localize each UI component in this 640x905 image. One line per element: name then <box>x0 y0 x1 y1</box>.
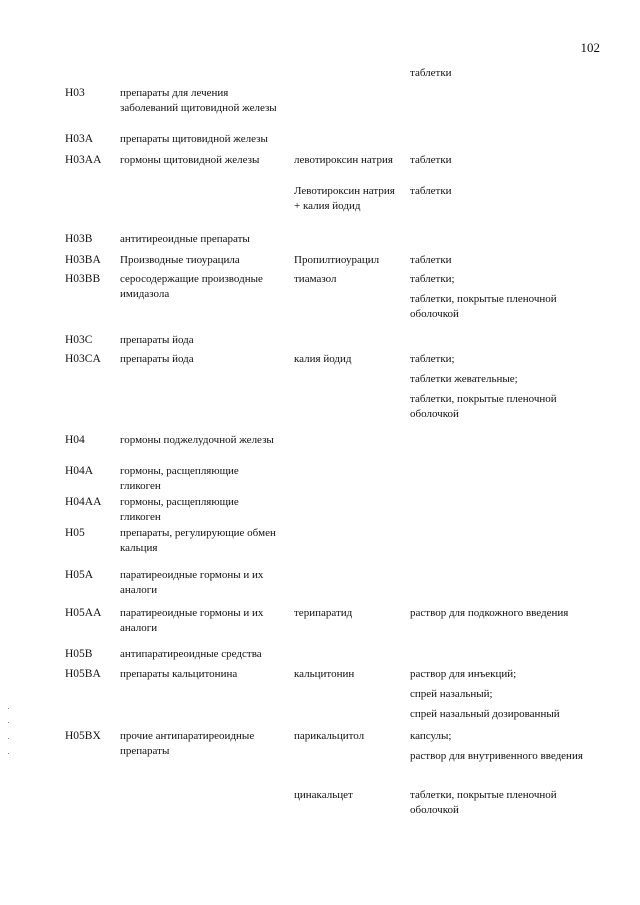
atc-code: H05A <box>65 569 94 581</box>
dosage-forms <box>410 788 605 818</box>
group-name: прочие антипаратиреоидные препараты <box>120 730 255 757</box>
drug-name: калия йодид <box>294 353 352 365</box>
atc-code: H03BA <box>65 254 101 266</box>
dosage-form: капсулы; <box>410 730 452 742</box>
dosage-forms <box>410 352 605 422</box>
group-name: препараты йода <box>120 353 194 365</box>
group-name: паратиреоидные гормоны и их аналоги <box>120 569 264 596</box>
drug-name: Пропилтиоурацил <box>294 254 380 266</box>
dosage-forms <box>410 66 605 81</box>
atc-code: H05BX <box>65 730 101 742</box>
atc-code: H03BB <box>65 273 101 285</box>
atc-code: H03B <box>65 233 93 245</box>
atc-code: H05AA <box>65 607 102 619</box>
dosage-form: таблетки, покрытые пленочной оболочкой <box>410 393 557 420</box>
drug-name: тиамазол <box>294 273 337 285</box>
drug-name: терипаратид <box>294 607 353 619</box>
group-name: гормоны, расщепляющие гликоген <box>120 496 239 523</box>
dosage-form: спрей назальный дозированный <box>410 708 560 720</box>
dosage-form: таблетки; <box>410 353 455 365</box>
dosage-form: таблетки <box>410 154 452 166</box>
dosage-form: раствор для внутривенного введения <box>410 750 583 762</box>
drug-name: цинакальцет <box>294 789 353 801</box>
group-name: препараты кальцитонина <box>120 668 238 680</box>
dosage-forms <box>410 253 605 268</box>
scan-artifact-marks <box>8 708 10 758</box>
dosage-form: спрей назальный; <box>410 688 493 700</box>
group-name: препараты, регулирующие обмен кальция <box>120 527 276 554</box>
dosage-forms <box>410 667 605 722</box>
dosage-form: таблетки <box>410 185 452 197</box>
group-name: паратиреоидные гормоны и их аналоги <box>120 607 264 634</box>
atc-code: H04A <box>65 465 94 477</box>
dosage-form: таблетки <box>410 254 452 266</box>
group-name: гормоны, расщепляющие гликоген <box>120 465 239 492</box>
dosage-forms <box>410 184 605 199</box>
group-name: гормоны поджелудочной железы <box>120 434 274 446</box>
dosage-forms <box>410 272 605 322</box>
drug-name: кальцитонин <box>294 668 355 680</box>
group-name: гормоны щитовидной железы <box>120 154 260 166</box>
atc-code: H05BA <box>65 668 101 680</box>
drug-name: парикальцитол <box>294 730 365 742</box>
group-name: антипаратиреоидные средства <box>120 648 262 660</box>
group-name: антитиреоидные препараты <box>120 233 250 245</box>
dosage-form: таблетки <box>410 67 452 79</box>
dosage-forms <box>410 606 605 621</box>
dosage-forms <box>410 729 605 764</box>
dosage-form: таблетки, покрытые пленочной оболочкой <box>410 789 557 816</box>
atc-code: H03A <box>65 133 94 145</box>
atc-code: H03AA <box>65 154 102 166</box>
atc-code: H03C <box>65 334 93 346</box>
dosage-form: таблетки; <box>410 273 455 285</box>
drug-name: Левотироксин натрия + калия йодид <box>294 185 395 212</box>
group-name: препараты йода <box>120 334 194 346</box>
dosage-form: раствор для инъекций; <box>410 668 517 680</box>
page-number: 102 <box>580 40 600 55</box>
dosage-form: таблетки жевательные; <box>410 373 518 385</box>
dosage-forms <box>410 153 605 168</box>
atc-code: H03CA <box>65 353 101 365</box>
group-name: препараты для лечения заболеваний щитовидной железы <box>120 87 277 114</box>
atc-code: H05 <box>65 527 85 539</box>
group-name: препараты щитовидной железы <box>120 133 268 145</box>
atc-code: H04AA <box>65 496 102 508</box>
group-name: серосодержащие производные имидазола <box>120 273 263 300</box>
atc-code: H05B <box>65 648 93 660</box>
group-name: Производные тиоурацила <box>120 254 240 266</box>
atc-code: H03 <box>65 87 85 99</box>
dosage-form: раствор для подкожного введения <box>410 607 569 619</box>
atc-code: H04 <box>65 434 85 446</box>
drug-name: левотироксин натрия <box>294 154 393 166</box>
dosage-form: таблетки, покрытые пленочной оболочкой <box>410 293 557 320</box>
